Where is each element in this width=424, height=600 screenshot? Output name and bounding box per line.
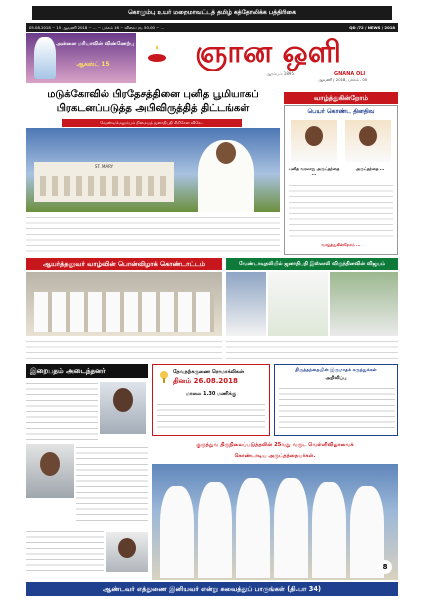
lead-photo (26, 128, 280, 212)
footer-bar (26, 582, 398, 596)
church-arches (40, 176, 168, 196)
assumption-badge (26, 33, 136, 83)
obituary-photo-1 (100, 382, 146, 434)
greetings-body (289, 182, 393, 238)
event-body (157, 401, 265, 431)
visit-photo-right (330, 272, 398, 336)
obit-head-1 (113, 388, 133, 412)
greetings-footer: வாழ்த்துகின்றோம் ... (321, 242, 361, 247)
lead-kicker (62, 119, 242, 127)
silver-jubilee-line1: குருத்துவ திருநிலைப்படுத்தலின் 25வது வருட வெள்ளிவிழாவைக் (196, 442, 354, 448)
event-title-1: தேவநற்கருணை ரொமாக்லிகன் (173, 369, 244, 375)
obituary-photo-3 (106, 532, 148, 572)
priest-4 (274, 478, 308, 578)
issue-line: ஆவணி | 2018, பக்கம் - 05 (318, 77, 368, 82)
greetings-box (284, 105, 398, 255)
notice-box (274, 364, 398, 436)
greetings-header (284, 92, 398, 104)
church-sign: ST. MARY (94, 164, 114, 169)
visit-header-text: வேண்டாவுதலியில் ஜனாதிபதி இஸ்ஸலி விருந்தினவின் விஜயம் (238, 261, 386, 267)
lead-kicker-text: வேண்டிமெலும்பும் நிமையத் ஜனாதிபதி சிறிசேன விசேட (100, 120, 204, 125)
priest-3 (236, 478, 270, 578)
greetings-header-text: வாழ்த்துகின்றோம் (313, 94, 368, 102)
president-head (216, 142, 236, 164)
dateline-bar (26, 23, 398, 32)
president-figure (198, 140, 254, 212)
dateline: 05.08.2018 ~ 15 ஆவணி 2018 ~ ... ~ பக்கம் 16 ~ விலை: ரூ. 50.00 ~ ... (29, 25, 165, 30)
event-box (152, 364, 270, 436)
notice-body (279, 385, 395, 431)
notice-sub: அறிவிப்பு (325, 376, 347, 381)
obituary-header (26, 364, 148, 378)
silver-jubilee-line2: கொண்டாடிய அருட்தந்தையர்கள். (234, 453, 316, 459)
jubilee-header (26, 258, 222, 270)
visit-photo-left (226, 272, 266, 336)
obituary-header-text: இறைபதம் அடைந்தனர் (30, 367, 106, 375)
paper-title-latin: GNANA OLI (334, 71, 366, 77)
paper-title: ஞான ஒளி (195, 35, 341, 70)
obituary-text-1 (26, 380, 98, 440)
silver-jubilee-headline (152, 440, 398, 462)
person-right-head (359, 126, 377, 146)
clergy-group (34, 292, 214, 332)
person-left-head (305, 126, 323, 146)
eucharist-icon (157, 369, 171, 383)
lead-headline (26, 88, 280, 118)
priests-photo (152, 464, 398, 580)
obituary-text-2 (76, 444, 148, 524)
priest-1 (160, 486, 194, 578)
lead-body (26, 214, 280, 254)
event-title-2: தினம் 26.08.2018 (173, 377, 238, 385)
footer-text: ஆண்டவர் எத்துணை இனியவர் என்று சுவைத்துப் பாருங்கள் (தி.பா 34) (103, 585, 321, 593)
badge-line1: அன்னை மரியாவின் விண்ணேற்பு (56, 41, 134, 47)
badge-line2: ஆகஸ்ட் 15 (76, 61, 110, 68)
priest-2 (198, 482, 232, 578)
tagline: கொழும்பு உயர் மறைமாவட்டத் தமிழ் கத்தோலிக்க பத்திரிகை (128, 9, 296, 16)
event-time: மாலை 1.30 மணிக்கு (185, 391, 237, 397)
lead-headline-line2: பிரகடனப்படுத்த அபிவிருத்தித் திட்டங்கள் (56, 103, 250, 114)
obit-head-2 (40, 452, 60, 476)
visit-body (226, 338, 398, 362)
tagline-bar (32, 6, 392, 20)
masthead-title-area (138, 33, 396, 83)
church-building (34, 162, 174, 202)
jubilee-header-text: ஆயர்த்தலுவர் வாழ்வின் பொன்விழாக் கொண்டாட்டம் (42, 260, 206, 268)
greetings-right-name: அருட்தந்தை ... (355, 166, 385, 171)
greetings-sub: பெயர் கொண்ட தினதிவ (307, 108, 375, 115)
lamp-icon (146, 43, 168, 65)
lead-headline-line1: மடுக்கோவில் பிரதேசத்தினை புனித பூமியாகப் (47, 89, 259, 100)
page-number: 8 (378, 560, 392, 574)
greetings-photo-left (291, 120, 337, 162)
obit-head-3 (118, 538, 136, 558)
priest-5 (312, 482, 346, 578)
notice-header: திருத்தந்தையின் இருமாதக் கருத்துக்கள் (295, 368, 377, 373)
visit-header (226, 258, 398, 270)
jubilee-photo (26, 272, 222, 336)
mary-figure (34, 37, 56, 79)
obituary-text-3 (26, 528, 104, 574)
registration-code: QD /72 / NEWS / 2018 (349, 25, 395, 30)
greetings-left-name: புனித வரலாறு அருட்தந்தை ... (288, 166, 340, 176)
obituary-photo-2 (26, 444, 74, 498)
jubilee-body (26, 338, 222, 362)
greetings-photo-right (345, 120, 391, 162)
est-label: ஆரம்பம் 1895 (266, 71, 294, 76)
visit-photo-mid (268, 272, 328, 336)
